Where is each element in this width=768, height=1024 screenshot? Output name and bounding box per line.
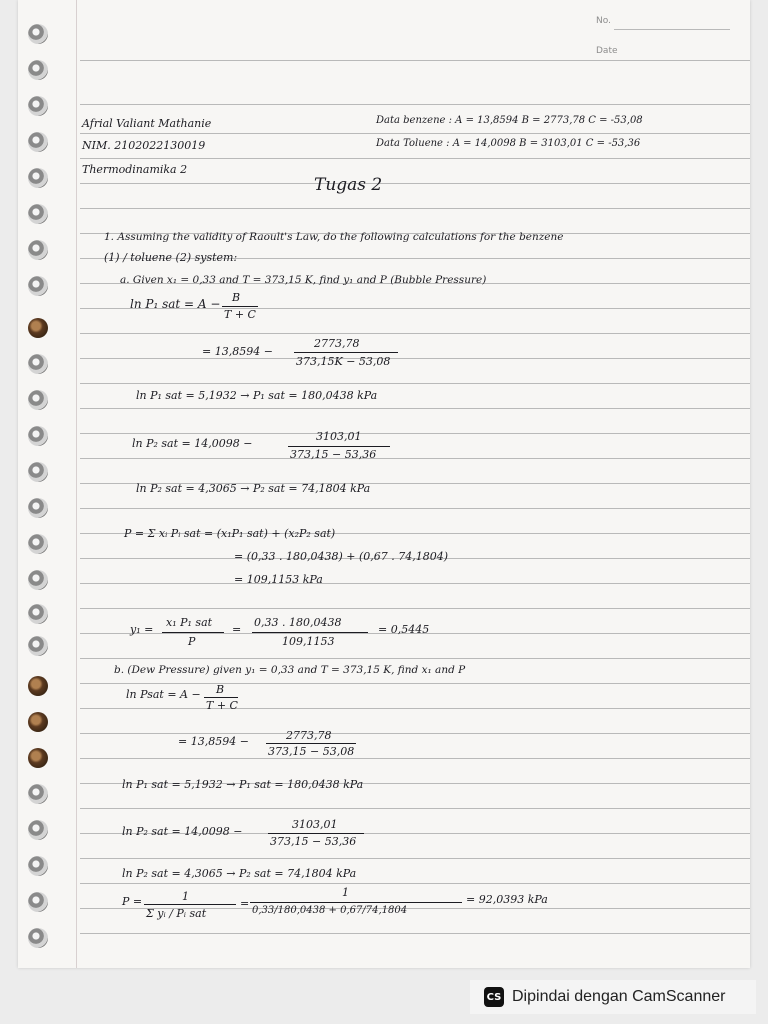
ruled-line — [80, 158, 750, 159]
ruled-line — [80, 104, 750, 105]
ruled-line — [80, 808, 750, 809]
ruled-line — [80, 183, 750, 184]
binder-hole — [28, 892, 48, 912]
eq-y1-num1: x₁ P₁ sat — [166, 616, 213, 629]
eq-step2-lhs: = 13,8594 − — [202, 345, 273, 358]
eq-b-lnp2-num: 3103,01 — [292, 818, 338, 831]
eq-p-sum: P = Σ xᵢ Pᵢ sat = (x₁P₁ sat) + (x₂P₂ sat) — [124, 527, 336, 540]
camscanner-text: Dipindai dengan CamScanner — [512, 988, 726, 1005]
eq-b-p-num2: 1 — [342, 886, 349, 899]
fraction-bar — [162, 632, 224, 633]
ruled-line — [80, 333, 750, 334]
eq-step2-den: 373,15K − 53,08 — [296, 355, 391, 368]
course-name: Thermodinamika 2 — [82, 163, 188, 176]
eq-b-p-num1: 1 — [182, 890, 189, 903]
fraction-bar — [266, 743, 356, 744]
ruled-line — [80, 508, 750, 509]
ruled-line — [80, 358, 750, 359]
ruled-line — [80, 60, 750, 61]
eq-lnp2-num: 3103,01 — [316, 430, 362, 443]
eq-step2-num: 2773,78 — [314, 337, 360, 350]
ruled-line — [80, 683, 750, 684]
binder-hole — [28, 748, 48, 768]
eq-lnp2-result: ln P₂ sat = 4,3065 → P₂ sat = 74,1804 kPa — [136, 482, 371, 495]
binder-hole — [28, 498, 48, 518]
binder-hole — [28, 712, 48, 732]
eq-lnp1-den: T + C — [224, 308, 256, 321]
eq-p-result: = 109,1153 kPa — [234, 573, 323, 586]
binder-hole — [28, 928, 48, 948]
fraction-bar — [288, 446, 390, 447]
eq-b-p-result: = 92,0393 kPa — [466, 893, 548, 906]
eq-b-p-lhs: P = — [122, 895, 143, 908]
ruled-line — [80, 583, 750, 584]
binder-hole — [28, 132, 48, 152]
binder-hole — [28, 636, 48, 656]
no-label: No. — [596, 16, 611, 26]
ruled-line — [80, 383, 750, 384]
eq-y1-den2: 109,1153 — [282, 635, 335, 648]
ruled-line — [80, 408, 750, 409]
eq-b-lnp2-result: ln P₂ sat = 4,3065 → P₂ sat = 74,1804 kPa — [122, 867, 357, 880]
eq-b-lnp1-result: ln P₁ sat = 5,1932 → P₁ sat = 180,0438 kPa — [122, 778, 364, 791]
page-title: Tugas 2 — [314, 175, 383, 195]
eq-lnp1-result: ln P₁ sat = 5,1932 → P₁ sat = 180,0438 kPa — [136, 389, 378, 402]
binder-hole — [28, 60, 48, 80]
binder-hole — [28, 354, 48, 374]
ruled-line — [80, 758, 750, 759]
eq-b-step2-num: 2773,78 — [286, 729, 332, 742]
binder-hole — [28, 240, 48, 260]
binder-hole — [28, 462, 48, 482]
eq-lnp1-lhs: ln P₁ sat = A − — [130, 297, 221, 311]
ruled-line — [80, 458, 750, 459]
ruled-line — [80, 708, 750, 709]
question-line-1: 1. Assuming the validity of Raoult's Law, do the following calculations for the benzene — [104, 231, 564, 243]
eq-y1-equals: = — [232, 623, 242, 636]
ruled-line — [80, 658, 750, 659]
author-name: Afrial Valiant Mathanie — [82, 117, 212, 130]
eq-lnp1-num: B — [232, 291, 241, 304]
ruled-line — [80, 433, 750, 434]
binder-hole — [28, 604, 48, 624]
eq-b-p-equals: = — [240, 897, 250, 910]
binder-hole — [28, 856, 48, 876]
eq-y1-den1: P — [188, 635, 196, 648]
camscanner-logo-icon: CS — [484, 987, 504, 1007]
fraction-bar — [222, 306, 258, 307]
ruled-line — [80, 858, 750, 859]
eq-b-p-den1: Σ yᵢ / Pᵢ sat — [146, 907, 207, 920]
date-label: Date — [596, 46, 618, 56]
binder-hole — [28, 24, 48, 44]
eq-lnpsat-den: T + C — [206, 699, 238, 712]
fraction-bar — [250, 902, 462, 903]
part-b-intro: b. (Dew Pressure) given y₁ = 0,33 and T = 373,15 K, find x₁ and P — [114, 664, 466, 676]
fraction-bar — [252, 632, 368, 633]
eq-p-substitution: = (0,33 . 180,0438) + (0,67 . 74,1804) — [234, 550, 449, 563]
eq-b-lnp2-den: 373,15 − 53,36 — [270, 835, 357, 848]
ruled-line — [80, 608, 750, 609]
fraction-bar — [268, 833, 364, 834]
fraction-bar — [204, 697, 238, 698]
binder-hole — [28, 96, 48, 116]
eq-lnp2-den: 373,15 − 53,36 — [290, 448, 377, 461]
fraction-bar — [144, 904, 236, 905]
part-a-intro: a. Given x₁ = 0,33 and T = 373,15 K, find y₁ and P (Bubble Pressure) — [120, 274, 487, 286]
eq-b-step2-den: 373,15 − 53,08 — [268, 745, 355, 758]
eq-lnpsat-lhs: ln Psat = A − — [126, 688, 201, 701]
eq-lnp2-lhs: ln P₂ sat = 14,0098 − — [132, 437, 253, 450]
binder-hole — [28, 426, 48, 446]
ruled-line — [80, 883, 750, 884]
binder-hole — [28, 204, 48, 224]
ruled-line — [80, 133, 750, 134]
question-line-2: (1) / toluene (2) system: — [104, 251, 238, 264]
margin-line — [76, 0, 77, 968]
binder-hole — [28, 276, 48, 296]
binder-hole — [28, 820, 48, 840]
binder-hole — [28, 390, 48, 410]
eq-b-step2-lhs: = 13,8594 − — [178, 735, 249, 748]
binder-hole — [28, 676, 48, 696]
ruled-line — [80, 208, 750, 209]
eq-b-p-den2: 0,33/180,0438 + 0,67/74,1804 — [252, 905, 408, 916]
binder-hole — [28, 534, 48, 554]
eq-b-lnp2-lhs: ln P₂ sat = 14,0098 − — [122, 825, 243, 838]
ruled-line — [80, 933, 750, 934]
binder-hole — [28, 570, 48, 590]
eq-y1-result: = 0,5445 — [378, 623, 430, 636]
author-nim: NIM. 2102022130019 — [82, 139, 206, 152]
fraction-bar — [294, 352, 398, 353]
ruled-line — [80, 733, 750, 734]
eq-lnpsat-num: B — [216, 683, 225, 696]
no-line — [614, 29, 730, 30]
eq-y1-num2: 0,33 . 180,0438 — [254, 616, 342, 629]
data-toluene: Data Toluene : A = 14,0098 B = 3103,01 C = -53,36 — [376, 138, 641, 149]
notebook-page — [18, 0, 750, 968]
binder-hole — [28, 318, 48, 338]
binder-hole — [28, 784, 48, 804]
data-benzene: Data benzene : A = 13,8594 B = 2773,78 C = -53,08 — [376, 115, 643, 126]
binder-hole — [28, 168, 48, 188]
camscanner-watermark — [470, 980, 756, 1014]
eq-y1-lhs: y₁ = — [130, 623, 154, 636]
